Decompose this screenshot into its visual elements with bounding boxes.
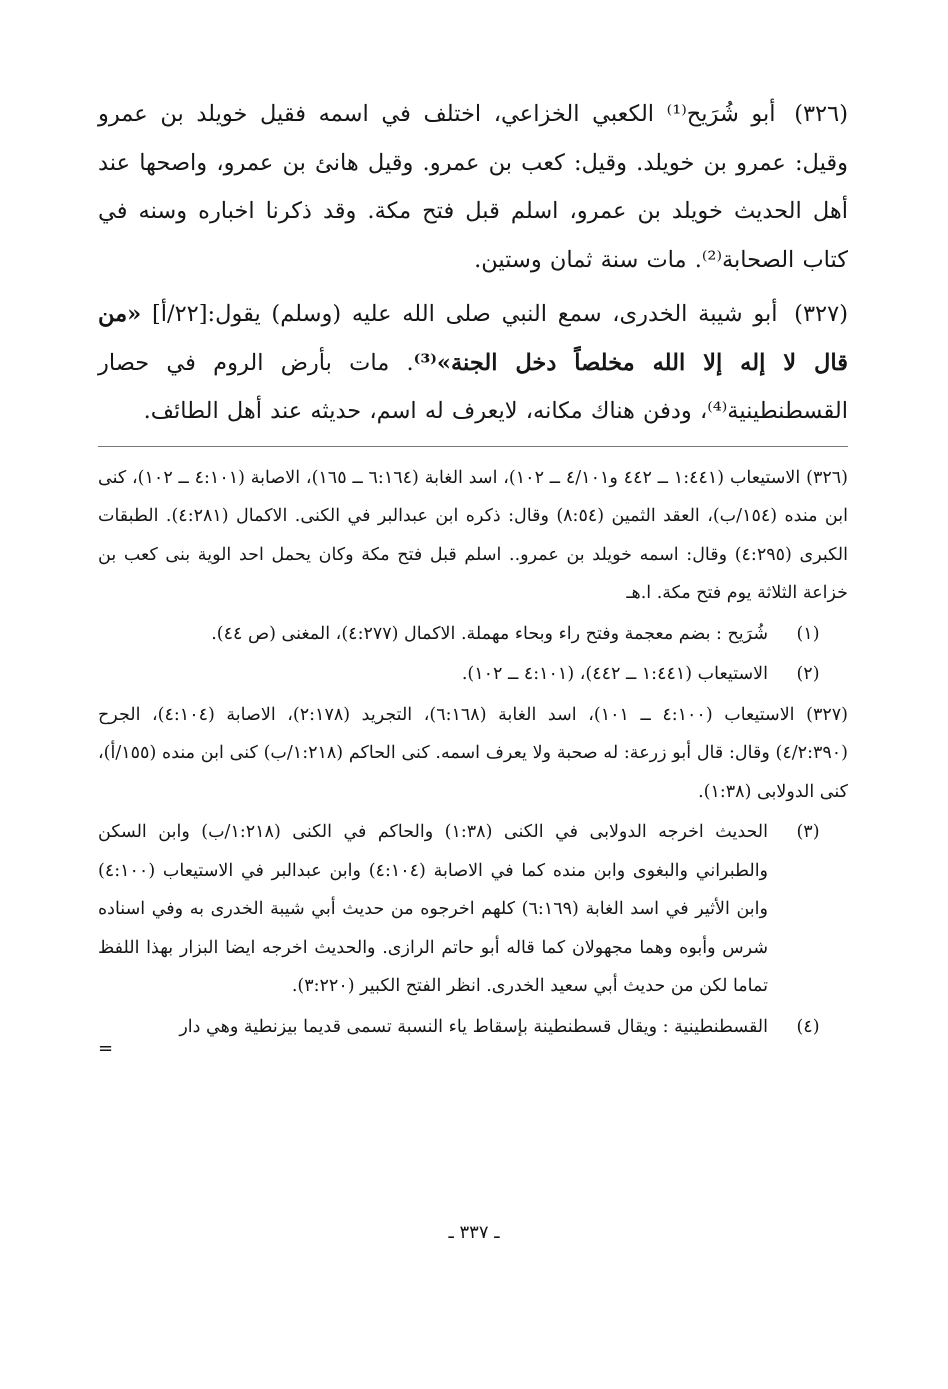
footnote-number: (٤)	[796, 1016, 820, 1037]
footnote-number: (١)	[796, 623, 820, 644]
page-content	[98, 90, 848, 1058]
footnote-number: (٢)	[796, 664, 820, 684]
entry-number: (٣٢٦)	[794, 101, 849, 127]
footnote-number: (٣)	[796, 822, 820, 842]
entry-text: أبو شُرَيح⁽¹⁾ الكعبي الخزاعي، اختلف في اسمه فقيل خويلد بن عمرو وقيل: عمرو بن خويلد. وقيل: كعب بن عمرو. وقيل هانئ بن عمرو، واصحها عند أهل الحديث خويلد بن عمرو، اسلم قبل فتح مكة. وقد ذكرنا اخباره وسنه في كتاب الصحابة⁽²⁾. مات سنة ثمان وستين.	[98, 101, 848, 273]
footnote-text: الحديث اخرجه الدولابى في الكنى (١:٣٨) والحاكم في الكنى (١:٢١٨/ب) وابن السكن والطبراني والبغوى وابن منده كما في الاصابة (٤:١٠٤) وابن عبدالبر في الاستيعاب (٤:١٠٠) وابن الأثير في اسد الغابة (٦:١٦٩) كلهم اخرجوه من حديث أبي شيبة الخدرى به وفي اسناده شرس وأبوه وهما مجهولان كما قاله أبو حاتم الرازى. والحديث اخرجه ايضا البزار بهذا اللفظ تماما لكن من حديث أبي سعيد الخدرى. انظر الفتح الكبير (٣:٢٢٠).	[98, 822, 769, 996]
entry-326	[98, 90, 848, 284]
entry-327	[98, 290, 848, 436]
entry-number: (٣٢٧)	[794, 301, 848, 327]
source-number: (٣٢٦)	[806, 467, 848, 488]
source-text: الاستيعاب (١:٤٤١ ــ ٤٤٢ و٤/١٠١ ــ ١٠٢)، اسد الغابة (٦:١٦٤ ــ ١٦٥)، الاصابة (٤:١٠١ ــ ١٠٢)، كنى ابن منده (١٥٤/ب)، العقد الثمين (٨:٥٤) وقال: ذكره ابن عبدالبر في الكنى. الاكمال (٤:٢٨١). الطبقات الكبرى (٤:٢٩٥) وقال: اسمه خويلد بن عمرو.. اسلم قبل فتح مكة وكان يحمل احد الوية بنى كعب بن خزاعة الثلاثة يوم فتح مكة. ا.هـ	[98, 467, 848, 603]
source-note-326	[98, 459, 848, 613]
footnote-1	[98, 615, 848, 654]
footnote-text: شُرَيح : بضم معجمة وفتح راء وبحاء مهملة. الاكمال (٤:٢٧٧)، المغنى (ص ٤٤).	[211, 623, 768, 644]
footnote-2	[98, 655, 848, 694]
footnote-3	[98, 813, 848, 1006]
entry-text: أبو شيبة الخدرى، سمع النبي صلى الله عليه (وسلم) يقول:[٢٢/أ]	[151, 301, 778, 327]
footnote-4	[98, 1008, 848, 1047]
source-number: (٣٢٧)	[806, 704, 848, 725]
hadith-quote: «من قال لا إله إلا الله مخلصاً دخل الجنة»⁽³⁾	[98, 301, 849, 376]
footnote-text: الاستيعاب (١:٤٤١ ــ ٤٤٢)، (٤:١٠١ ــ ١٠٢).	[461, 664, 768, 684]
footnotes	[98, 459, 848, 1059]
source-text: الاستيعاب (٤:١٠٠ ــ ١٠١)، اسد الغابة (٦:١٦٨)، التجريد (٢:١٧٨)، الاصابة (٤:١٠٤)، الجرح (٤/٢:٣٩٠) وقال: قال أبو زرعة: له صحبة ولا يعرف اسمه. كنى الحاكم (١:٢١٨/ب) كنى ابن منده (١٥٥/أ)، كنى الدولابى (١:٣٨).	[98, 704, 848, 802]
source-note-327	[98, 696, 848, 812]
continuation-mark: =	[98, 1038, 114, 1059]
footnote-divider	[98, 446, 848, 449]
page-number: ـ ٣٣٧ ـ	[448, 1222, 500, 1243]
entry-text-continued: . مات بأرض الروم في حصار القسطنطينية⁽⁴⁾، ودفن هناك مكانه، لايعرف له اسم، حديثه عند أهل الطائف.	[98, 349, 848, 424]
footnote-text: القسطنطينية : ويقال قسطنطينة بإسقاط ياء النسبة تسمى قديما بيزنطية وهي دار	[179, 1016, 768, 1037]
main-text	[98, 90, 848, 436]
